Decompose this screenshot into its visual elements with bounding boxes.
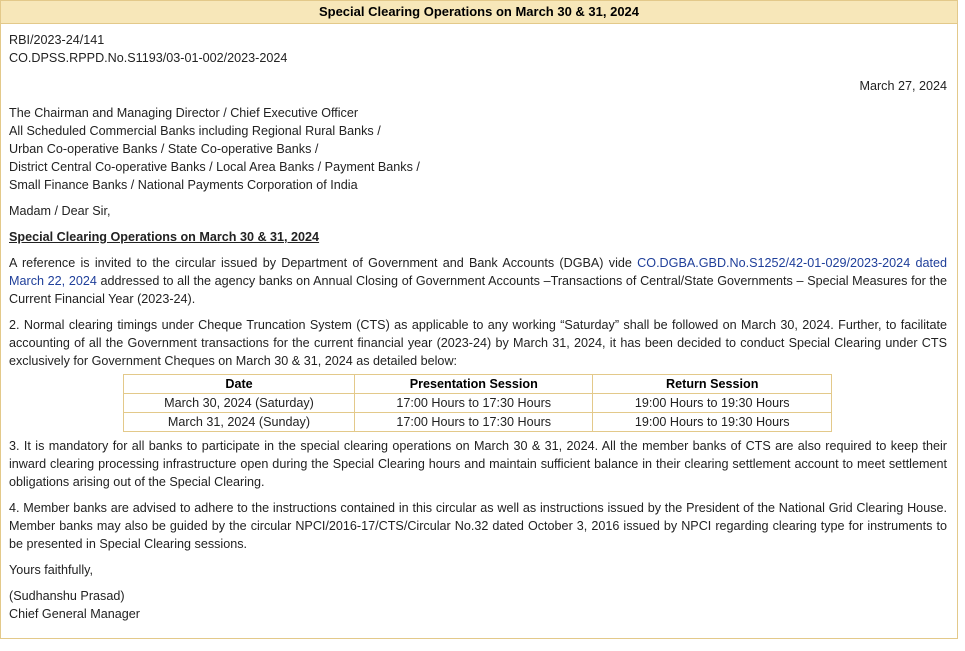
signature-block — [9, 587, 947, 623]
addressee-line: District Central Co-operative Banks / Local Area Banks / Payment Banks / — [9, 160, 420, 174]
table-cell: 19:00 Hours to 19:30 Hours — [593, 413, 832, 432]
reference-numbers — [9, 31, 947, 67]
addressee-line: All Scheduled Commercial Banks including Regional Rural Banks / — [9, 124, 381, 138]
signatory-name: (Sudhanshu Prasad) — [9, 589, 125, 603]
table-row — [124, 413, 832, 432]
paragraph-1-text-end: addressed to all the agency banks on Annual Closing of Government Accounts –Transactions of Central/State Governments – Special Measures for the Current Financial Year (2023-24). — [9, 274, 947, 306]
table-cell: 17:00 Hours to 17:30 Hours — [354, 413, 593, 432]
page-title: Special Clearing Operations on March 30 & 31, 2024 — [1, 0, 957, 24]
subject-heading: Special Clearing Operations on March 30 & 31, 2024 — [9, 230, 320, 244]
paragraph-3: 3. It is mandatory for all banks to participate in the special clearing operations on March 30 & 31, 2024. All the member banks of CTS are also required to keep their inward clearing processing infrastructure open during the Special Clearing hours and maintain sufficient balance in their clearing settlement account to meet settlement obligations arising out of the Special Clearing. — [9, 439, 947, 489]
circular-date: March 27, 2024 — [859, 79, 947, 93]
paragraph-1 — [9, 254, 947, 308]
addressee-line: Small Finance Banks / National Payments Corporation of India — [9, 178, 358, 192]
column-header-return: Return Session — [593, 375, 832, 394]
table-row — [124, 394, 832, 413]
table-cell: 17:00 Hours to 17:30 Hours — [354, 394, 593, 413]
closing-line: Yours faithfully, — [9, 563, 94, 577]
dgba-circular-link[interactable]: CO.DGBA.GBD.No.S1252/42-01-029/2023-2024 dated March 22, 2024 — [9, 256, 947, 288]
table-cell: March 30, 2024 (Saturday) — [124, 394, 355, 413]
column-header-date: Date — [124, 375, 355, 394]
salutation: Madam / Dear Sir, — [9, 204, 111, 218]
clearing-schedule-table — [123, 374, 832, 432]
paragraph-1-text: A reference is invited to the circular issued by Department of Government and Bank Accounts (DGBA) vide — [9, 256, 638, 270]
signatory-designation: Chief General Manager — [9, 607, 140, 621]
reference-number: RBI/2023-24/141 — [9, 33, 105, 47]
addressee-line: Urban Co-operative Banks / State Co-operative Banks / — [9, 142, 319, 156]
circular-body — [1, 24, 957, 623]
table-header-row — [124, 375, 832, 394]
column-header-presentation: Presentation Session — [354, 375, 593, 394]
paragraph-2: 2. Normal clearing timings under Cheque Truncation System (CTS) as applicable to any working “Saturday” shall be followed on March 30, 2024. Further, to facilitate accounting of all the Government transactions for the current financial year (2023-24) by March 31, 2024, it has been decided to conduct Special Clearing under CTS exclusively for Government Cheques on March 30 & 31, 2024 as detailed below: — [9, 318, 947, 368]
table-cell: 19:00 Hours to 19:30 Hours — [593, 394, 832, 413]
addressee-block — [9, 104, 947, 194]
addressee-line: The Chairman and Managing Director / Chief Executive Officer — [9, 106, 359, 120]
paragraph-4: 4. Member banks are advised to adhere to the instructions contained in this circular as well as instructions issued by the President of the National Grid Clearing House. Member banks may also be guided by the circular NPCI/2016-17/CTS/Circular No.32 dated October 3, 2016 issued by NPCI regarding clearing type for instruments to be presented in Special Clearing sessions. — [9, 501, 947, 551]
department-reference: CO.DPSS.RPPD.No.S1193/03-01-002/2023-2024 — [9, 51, 288, 65]
table-cell: March 31, 2024 (Sunday) — [124, 413, 355, 432]
